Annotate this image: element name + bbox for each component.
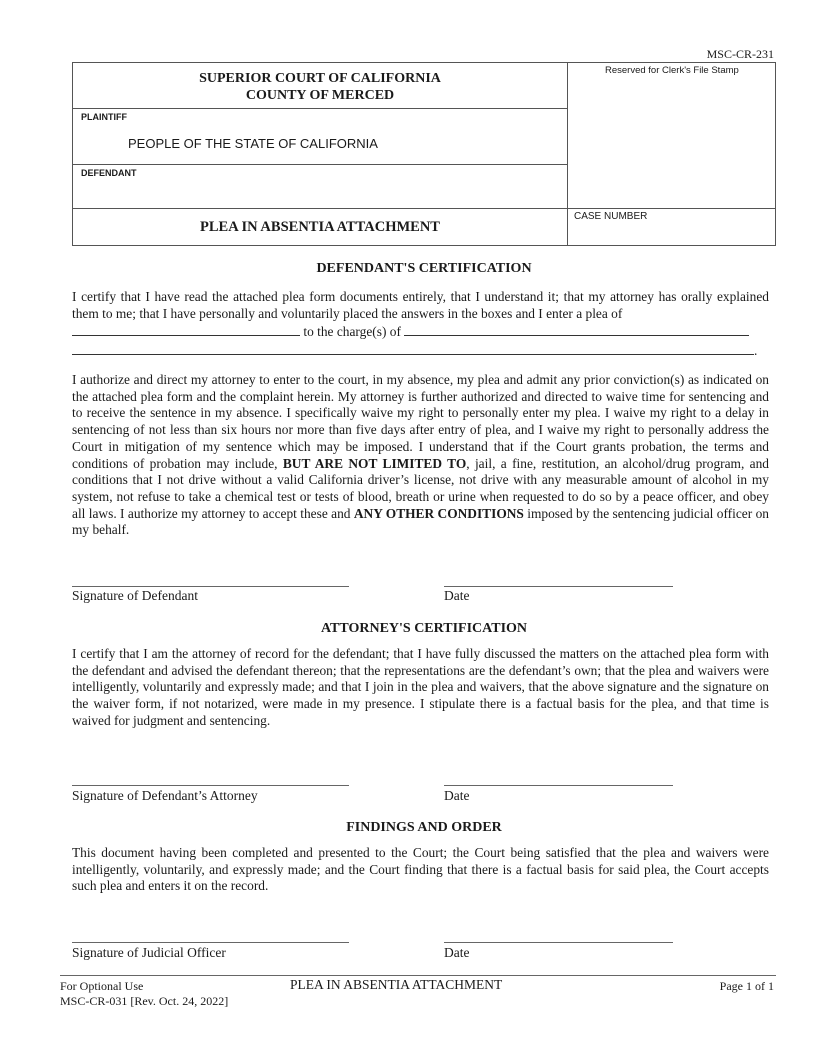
defendant-date-label: Date: [444, 588, 470, 603]
caption-rule: [73, 108, 567, 109]
charge-label: to the charge(s) of: [303, 324, 401, 340]
defendant-cert-heading: DEFENDANT'S CERTIFICATION: [316, 261, 532, 276]
closing-text: imposed by the sentencing judicial officer on my behalf.: [72, 505, 769, 538]
attorney-cert-heading: ATTORNEY'S CERTIFICATION: [320, 621, 528, 636]
defendant-signature-label: Signature of Defendant: [72, 588, 198, 603]
authorization-text: I authorize and direct my attorney to enter to the court, in my absence, my plea and admit any prior conviction(s) as indicated on the attached plea form and the complaint herein. My attorney is further authorized and directed to waive time for sentencing and to receive the sentence in my absence. I specifically waive my right to personally enter my plea. I waive my right to a delay in sentencing of not less than six hours nor more than five days after entry of plea, and I waive my right to personally address the Court in mitigation of my sentence which may be imposed. I understand that if the Court grants probation, the terms and conditions of probation may include,: [72, 372, 769, 471]
findings-paragraph: [72, 845, 769, 895]
attorney-date-label: Date: [444, 788, 470, 803]
plea-field[interactable]: [72, 323, 300, 336]
attorney-date-line[interactable]: [444, 785, 673, 786]
clerk-stamp-area: [569, 77, 774, 205]
caption-rule: [73, 164, 567, 165]
attorney-signature-label: Signature of Defendant’s Attorney: [72, 788, 258, 803]
charges-field-continued[interactable]: [72, 342, 754, 355]
defendant-date-line[interactable]: [444, 586, 673, 587]
defendant-label: DEFENDANT: [81, 168, 137, 178]
judicial-signature-line[interactable]: [72, 942, 349, 943]
case-number-field[interactable]: [574, 225, 769, 243]
caption-divider: [567, 63, 568, 245]
plaintiff-label: PLAINTIFF: [81, 112, 127, 122]
clerk-stamp-label: Reserved for Clerk's File Stamp: [605, 65, 739, 76]
defendant-cert-paragraph-2: [72, 372, 769, 539]
defendant-cert-paragraph-1: I certify that I have read the attached plea form documents entirely, that I understand it; that my attorney has orally explained them to me; that I have personally and voluntarily placed the answers in the boxes and I enter a plea of to the charge(s) of .: [72, 289, 769, 359]
conditions-text: , jail, a fine, restitution, an alcohol/drug program, and conditions that I not drive without a valid California driver’s license, not drive with any measurable amount of alcohol in my system, not refuse to take a chemical test or tests of blood, breath or urine when requested to do so by a peace officer, and obey all laws. I authorize my attorney to accept these and: [72, 455, 769, 521]
judicial-signature-label: Signature of Judicial Officer: [72, 945, 226, 960]
charges-field[interactable]: [404, 323, 749, 336]
plea-statement: I certify that I have read the attached plea form documents entirely, that I understand it; that my attorney has orally explained them to me; that I have personally and voluntarily placed the answers in the boxes and I enter a plea of: [72, 289, 769, 321]
footer-page-number: Page 1 of 1: [719, 979, 774, 993]
footer-title: PLEA IN ABSENTIA ATTACHMENT: [290, 977, 503, 992]
footer-use: For Optional Use: [60, 979, 144, 993]
footer-rule: [60, 975, 776, 976]
plaintiff-value[interactable]: PEOPLE OF THE STATE OF CALIFORNIA: [128, 136, 378, 151]
defendant-field[interactable]: [128, 185, 558, 203]
document-title: PLEA IN ABSENTIA ATTACHMENT: [200, 219, 440, 235]
attorney-signature-line[interactable]: [72, 785, 349, 786]
caption-box: [72, 62, 776, 246]
defendant-signature-line[interactable]: [72, 586, 349, 587]
judicial-date-label: Date: [444, 945, 470, 960]
findings-heading: FINDINGS AND ORDER: [346, 820, 502, 835]
court-county: COUNTY OF MERCED: [245, 88, 395, 103]
attorney-cert-paragraph: [72, 646, 769, 730]
form-code: MSC-CR-231: [706, 47, 774, 61]
attorney-cert-text: I certify that I am the attorney of record for the defendant; that I have fully discussed the matters on the attached plea form with the defendant and advised the defendant thereon; that the representations are the defendant’s own; that the plea and waivers were intelligently, voluntarily and expressly made; and that I join in the plea and waivers, that the above signature and the signature on the waiver form, if not notarized, were made in my presence. I stipulate there is a factual basis for the plea, and that time is waived for judgment and sentencing.: [72, 646, 769, 728]
other-conditions-emphasis: ANY OTHER CONDITIONS: [353, 505, 524, 521]
court-name: SUPERIOR COURT OF CALIFORNIA: [199, 71, 441, 86]
judicial-date-line[interactable]: [444, 942, 673, 943]
footer-revision: MSC-CR-031 [Rev. Oct. 24, 2022]: [60, 994, 229, 1008]
not-limited-emphasis: BUT ARE NOT LIMITED TO: [282, 455, 467, 471]
case-number-label: CASE NUMBER: [574, 211, 648, 222]
caption-rule: [73, 208, 775, 209]
findings-text: This document having been completed and presented to the Court; the Court being satisfied that the plea and waivers were intelligently, voluntarily, and expressly made; and the Court finding that there is a factual basis for said plea, the Court accepts such plea and enters it on the record.: [72, 845, 769, 894]
